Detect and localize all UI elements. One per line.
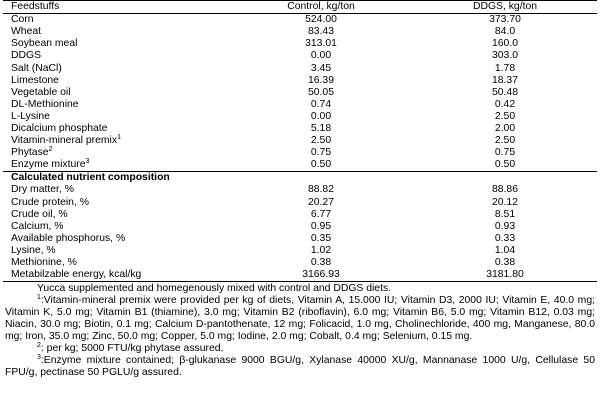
ingredient-name: Phytase$^2$ [11,146,53,159]
nutrient-name: Methionine, % [11,257,77,269]
ingredient-ddgs-value: 373.70 [489,14,521,26]
nutrient-control-value: 20.27 [307,196,334,208]
nutrient-ddgs-value: 0.33 [494,232,516,244]
section-header-row [3,172,597,185]
nutrient-name: Calcium, % [11,220,64,232]
nutrient-name: Metabilzable energy, kcal/kg [3,269,229,282]
nutrients-body [3,172,597,282]
ingredient-ddgs-value: 2.00 [494,122,516,134]
footnote-3 [5,355,595,379]
footnote-2-text: : per kg; 5000 FTU/kg phytase assured. [40,343,224,355]
ingredient-control-value: 0.74 [310,98,332,110]
ingredient-name: Limestone [11,74,59,86]
ingredient-footnote-mark: 1 [117,134,121,142]
ingredient-control-value: 0.00 [310,50,332,62]
ingredient-name: Salt (NaCl) [11,62,62,74]
nutrient-name: Crude protein, % [11,196,89,208]
nutrient-row [3,184,597,196]
ingredient-control-value: 3.45 [310,62,332,74]
ingredient-name: Dicalcium phosphate [11,122,108,134]
footnote-1-text: :Vitamin-mineral premix were provided per kg of diets, Vitamin A, 15.000 IU; Vitamin D3, 2000 IU; Vitamin E, 40.0 mg; Vitamin K, 5.0 mg; Vitamin B1 (thiamine), 3.0 mg; Vitamin B2 (riboflavin), 6.0 mg; Vitamin B6, 5.0 mg; Vitamin B12, 0.03 mg; Niacin, 30.0 mg; Biotin, 0.1 mg; Calcium D-pantothenate, 12 mg; Folicacid, 1.0 mg, Cholinechloride, 400 mg, Manganese, 80.0 mg; Iron, 35.0 mg; Zinc, 50.0 mg; Copper, 5.0 mg; Iodine, 2.0 mg; Cobalt, 0.4 mg; Selenium, 0.15 mg. [5,295,595,343]
nutrient-ddgs-value: 88.86 [491,184,518,196]
nutrient-row [3,221,597,233]
nutrient-control-value: 88.82 [307,184,334,196]
ingredient-ddgs-value: 2.50 [494,110,516,122]
footnote-yucca: Yucca supplemented and homegenously mixed with control and DDGS diets. [37,283,392,295]
header-ddgs: DDGS, kg/ton [413,1,597,14]
ingredient-row [3,50,597,62]
ingredient-control-value: 0.00 [310,110,332,122]
table-header-row [3,1,597,14]
ingredient-row [3,26,597,38]
ingredient-control-value: 16.39 [307,74,334,86]
ingredient-name: Vegetable oil [11,86,71,98]
nutrient-row [3,245,597,257]
ingredient-row [3,75,597,87]
nutrient-row [3,197,597,209]
ingredient-row [3,111,597,123]
ingredient-name: Enzyme mixture$^3$ [11,158,90,171]
ingredient-row [3,135,597,147]
ingredient-control-value: 0.50 [310,159,332,171]
diet-composition-table [3,1,597,282]
nutrient-row [3,257,597,269]
ingredient-footnote-mark: 3 [85,158,90,166]
ingredient-row [3,38,597,50]
ingredient-control-value: 83.43 [307,26,334,38]
ingredient-control-value: 2.50 [310,135,332,147]
nutrient-ddgs-value: 1.04 [494,244,516,256]
nutrient-name: Lysine, % [11,244,56,256]
ingredient-ddgs-value: 84.0 [494,26,516,38]
nutrient-ddgs-value: 0.38 [494,257,516,269]
footnotes [3,282,597,379]
nutrient-control-value: 3166.93 [229,269,413,282]
ingredient-ddgs-value: 0.42 [494,98,516,110]
nutrient-control-value: 1.02 [310,244,332,256]
footnote-2 [5,343,595,355]
nutrient-ddgs-value: 0.93 [494,220,516,232]
nutrient-control-value: 0.38 [310,257,332,269]
footnote-3-mark: 3 [37,354,41,362]
ingredient-row [3,123,597,135]
nutrient-control-value: 0.35 [310,232,332,244]
nutrient-name: Dry matter, % [11,184,74,196]
diet-composition-table-container [3,0,597,379]
ingredient-row [3,99,597,111]
ingredient-control-value: 5.18 [310,122,332,134]
ingredients-body [3,14,597,172]
ingredient-ddgs-value: 160.0 [491,38,518,50]
ingredient-ddgs-value: 18.37 [491,74,518,86]
ingredient-name: Vitamin-mineral premix$^1$ [11,134,121,147]
ingredient-footnote-mark: 2 [48,146,53,154]
nutrient-name: Available phosphorus, % [11,232,126,244]
ingredient-row [3,62,597,74]
ingredient-ddgs-value: 2.50 [494,135,516,147]
ingredient-row [3,159,597,172]
header-control: Control, kg/ton [229,1,413,14]
section-title: Calculated nutrient composition [3,172,597,185]
nutrient-row [3,209,597,221]
ingredient-name: Corn [11,14,34,26]
nutrient-control-value: 6.77 [310,208,332,220]
nutrient-name: Crude oil, % [11,208,68,220]
ingredient-row [3,14,597,27]
ingredient-name: DDGS [11,50,42,62]
ingredient-control-value: 50.05 [307,86,334,98]
ingredient-name: Soybean meal [11,38,78,50]
nutrient-control-value: 0.95 [310,220,332,232]
ingredient-ddgs-value: 303.0 [491,50,518,62]
ingredient-name: Wheat [11,26,42,38]
ingredient-ddgs-value: 0.50 [494,159,516,171]
ingredient-name: DL-Methionine [11,98,79,110]
ingredient-row [3,147,597,159]
nutrient-row [3,233,597,245]
footnote-1-mark: 1 [37,294,41,302]
ingredient-ddgs-value: 1.78 [494,62,516,74]
ingredient-control-value: 0.75 [310,147,332,159]
header-feedstuffs: Feedstuffs [3,1,229,14]
ingredient-name: L-Lysine [11,110,50,122]
footnote-1 [5,295,595,343]
ingredient-ddgs-value: 50.48 [491,86,518,98]
ingredient-ddgs-value: 0.75 [494,147,516,159]
nutrient-ddgs-value: 8.51 [494,208,516,220]
ingredient-row [3,87,597,99]
nutrient-row [3,269,597,282]
ingredient-control-value: 524.00 [305,14,337,26]
footnote-3-text: :Enzyme mixture contained; β-glukanase 9000 BGU/g, Xylanase 40000 XU/g, Mannanase 1000 U/g, Cellulase 50 FPU/g, pectinase 50 PGLU/g assured. [5,355,595,379]
nutrient-ddgs-value: 3181.80 [413,269,597,282]
footnote-2-mark: 2 [37,342,41,350]
nutrient-ddgs-value: 20.12 [491,196,518,208]
ingredient-control-value: 313.01 [305,38,337,50]
